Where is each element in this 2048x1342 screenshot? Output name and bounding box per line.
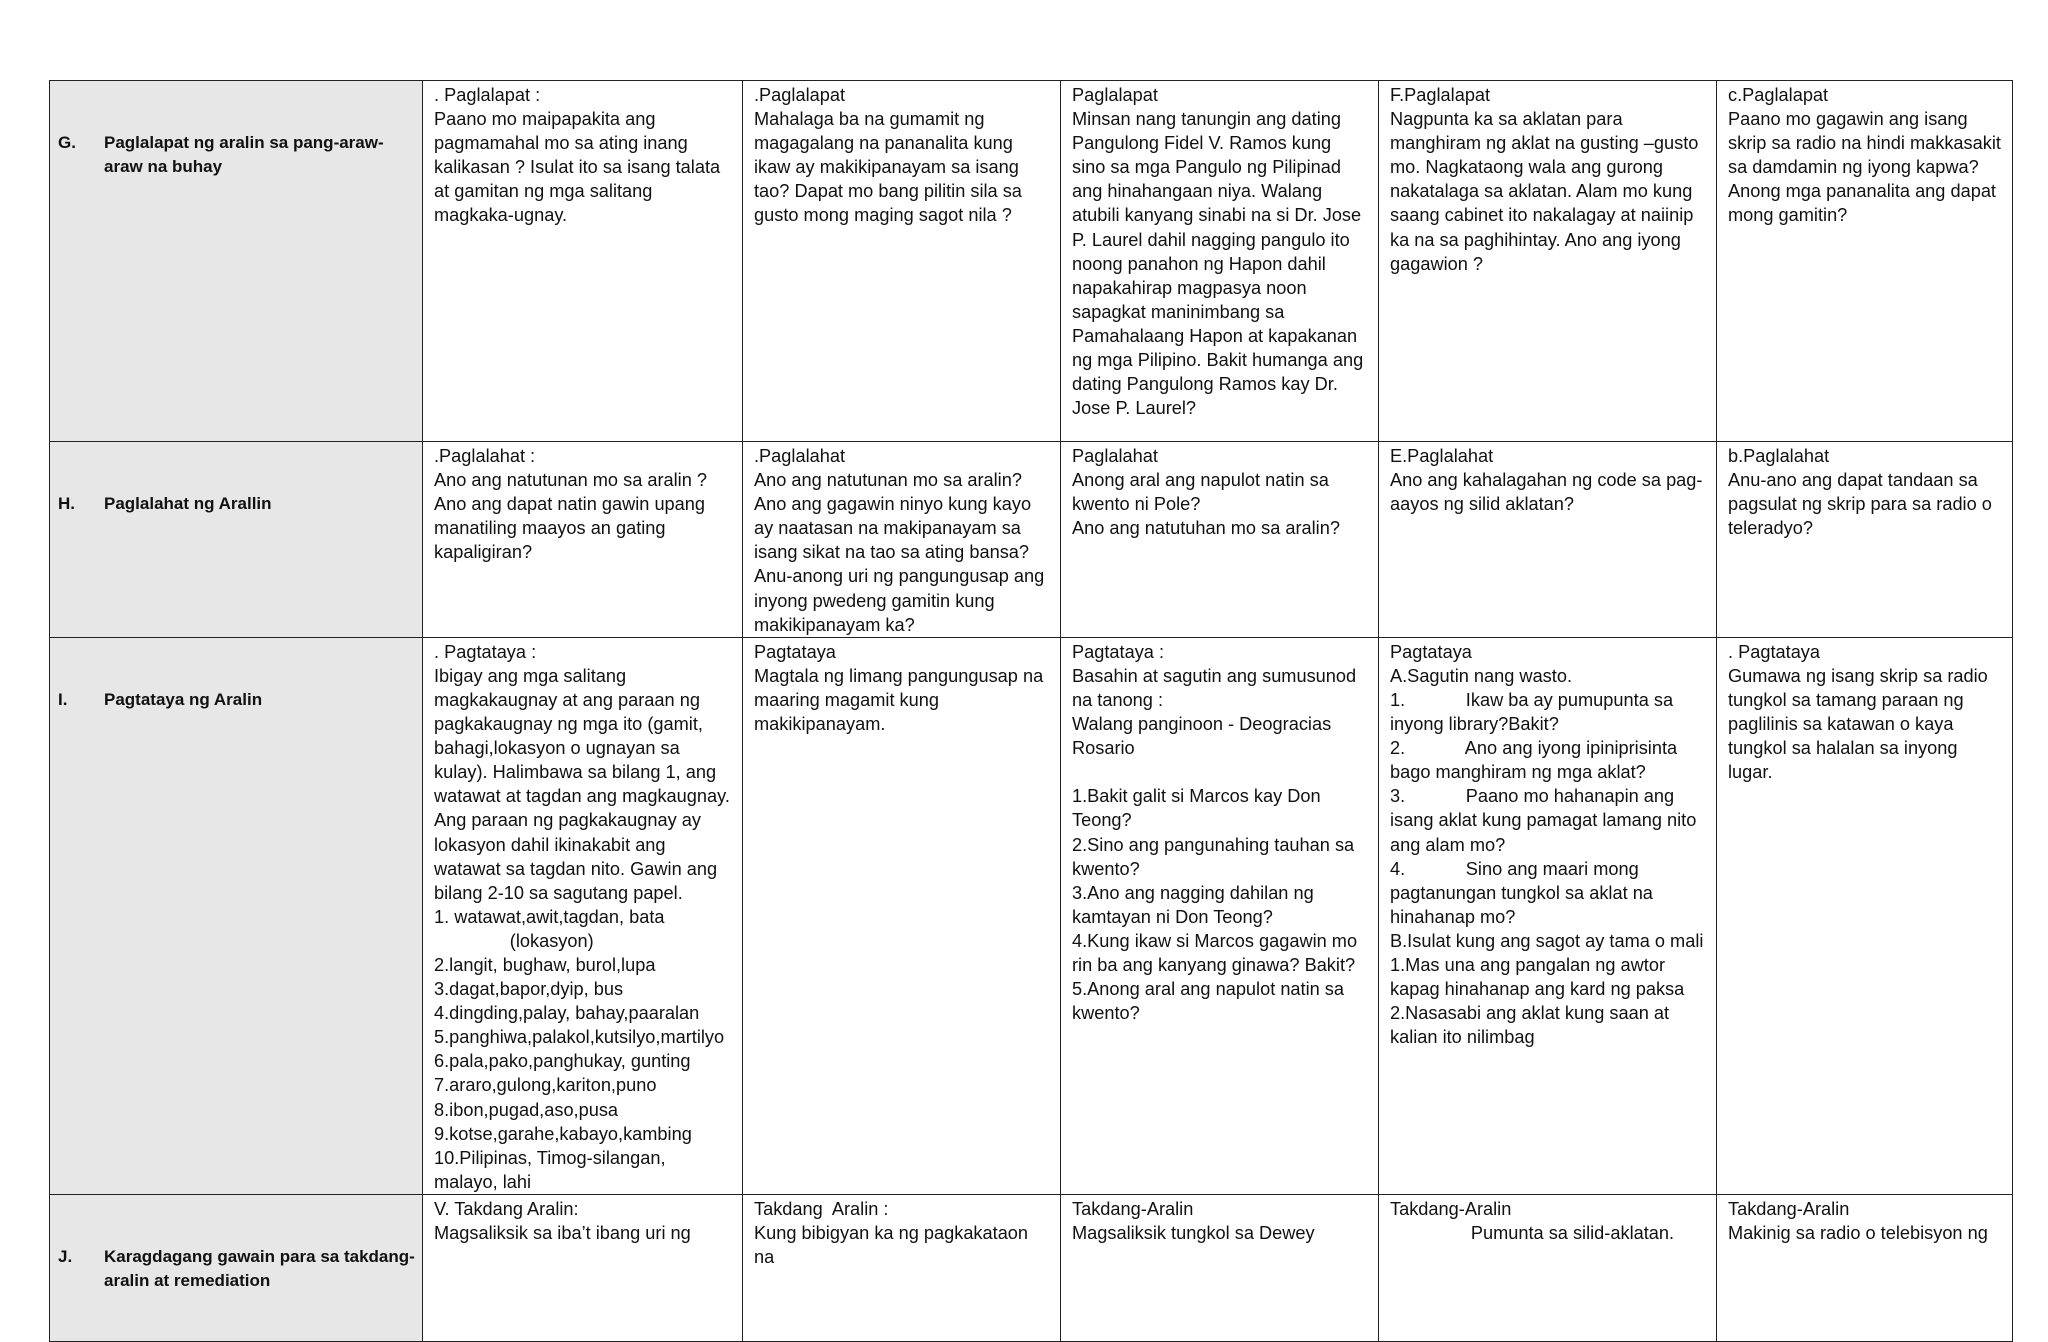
table-cell: . Pagtataya Gumawa ng isang skrip sa radio tungkol sa tamang paraan ng paglilinis sa katawan o kaya tungkol sa halalan sa inyong lugar. xyxy=(1717,637,2013,1194)
table-cell: F.Paglalapat Nagpunta ka sa aklatan para manghiram ng aklat na gusting –gusto mo. Nagkataong wala ang gurong nakatalaga sa aklatan. Alam mo kung saang cabinet ito nakalagay at naiinip ka na sa paghihintay. Ano ang iyong gagawion ? xyxy=(1379,81,1717,442)
table-cell: . Pagtataya : Ibigay ang mga salitang magkakaugnay at ang paraan ng pagkakaugnay ng mga ito (gamit, bahagi,lokasyon o ugnayan sa kulay). Halimbawa sa bilang 1, ang watawat at tagdan ang magkaugnay. Ang paraan ng pagkakaugnay ay lokasyon dahil ikinakabit ang watawat sa tagdan nito. Gawin ang bilang 2-10 sa sagutang papel. 1. watawat,awit,tagdan, bata (lokasyon) 2.langit, bughaw, burol,lupa 3.dagat,bapor,dyip, bus 4.dingding,palay, bahay,paaralan 5.panghiwa,palakol,kutsilyo,martilyo 6.pala,pako,panghukay, gunting 7.araro,gulong,kariton,puno 8.ibon,pugad,aso,pusa 9.kotse,garahe,kabayo,kambing 10.Pilipinas, Timog-silangan, malayo, lahi xyxy=(423,637,743,1194)
table-row xyxy=(50,442,2013,638)
table-row xyxy=(50,81,2013,442)
table-cell: .Paglalahat : Ano ang natutunan mo sa aralin ? Ano ang dapat natin gawin upang manatiling maayos an gating kapaligiran? xyxy=(423,442,743,638)
row-label-cell xyxy=(50,442,423,638)
row-letter: I. xyxy=(58,689,68,709)
table-cell: E.Paglalahat Ano ang kahalagahan ng code sa pag-aayos ng silid aklatan? xyxy=(1379,442,1717,638)
table-cell: . Paglalapat : Paano mo maipapakita ang pagmamahal mo sa ating inang kalikasan ? Isulat ito sa isang talata at gamitan ng mga salitang magkaka-ugnay. xyxy=(423,81,743,442)
table-cell: Takdang Aralin : Kung bibigyan ka ng pagkakataon na xyxy=(743,1194,1061,1342)
table-cell: Paglalapat Minsan nang tanungin ang dating Pangulong Fidel V. Ramos kung sino sa mga Pangulo ng Pilipinad ang hinahangaan niya. Walang atubili kanyang sinabi na si Dr. Jose P. Laurel dahil nagging pangulo ito noong panahon ng Hapon dahil napakahirap magpasya noon sapagkat maninimbang sa Pamahalaang Hapon at kapakanan ng mga Pilipino. Bakit humanga ang dating Pangulong Ramos kay Dr. Jose P. Laurel? xyxy=(1061,81,1379,442)
row-label-cell xyxy=(50,1194,423,1342)
table-cell: Pagtataya Magtala ng limang pangungusap na maaring magamit kung makikipanayam. xyxy=(743,637,1061,1194)
row-label: Karagdagang gawain para sa takdang- aralin at remediation xyxy=(104,1247,415,1291)
row-label: Pagtataya ng Aralin xyxy=(104,689,263,709)
table-cell: Takdang-Aralin Makinig sa radio o telebisyon ng xyxy=(1717,1194,2013,1342)
table-row xyxy=(50,637,2013,1194)
table-cell: .Paglalapat Mahalaga ba na gumamit ng magagalang na pananalita kung ikaw ay makikipanayam sa isang tao? Dapat mo bang pilitin sila sa gusto mong maging sagot nila ? xyxy=(743,81,1061,442)
row-label: Paglalapat ng aralin sa pang-araw- araw na buhay xyxy=(104,133,384,177)
table-cell: b.Paglalahat Anu-ano ang dapat tandaan sa pagsulat ng skrip para sa radio o teleradyo? xyxy=(1717,442,2013,638)
table-cell: Pagtataya A.Sagutin nang wasto. 1. Ikaw ba ay pumupunta sa inyong library?Bakit? 2. Ano ang iyong ipiniprisinta bago manghiram ng mga aklat? 3. Paano mo hahanapin ang isang aklat kung pamagat lamang nito ang alam mo? 4. Sino ang maari mong pagtanungan tungkol sa aklat na hinahanap mo? B.Isulat kung ang sagot ay tama o mali 1.Mas una ang pangalan ng awtor kapag hinahanap ang kard ng paksa 2.Nasasabi ang aklat kung saan at kalian ito nilimbag xyxy=(1379,637,1717,1194)
row-label-cell xyxy=(50,637,423,1194)
table-cell: Pagtataya : Basahin at sagutin ang sumusunod na tanong : Walang panginoon - Deogracias Rosario 1.Bakit galit si Marcos kay Don Teong? 2.Sino ang pangunahing tauhan sa kwento? 3.Ano ang nagging dahilan ng kamtayan ni Don Teong? 4.Kung ikaw si Marcos gagawin mo rin ba ang kanyang ginawa? Bakit? 5.Anong aral ang napulot natin sa kwento? xyxy=(1061,637,1379,1194)
row-letter: H. xyxy=(58,494,75,514)
table-cell: c.Paglalapat Paano mo gagawin ang isang skrip sa radio na hindi makkasakit sa damdamin ng iyong kapwa? Anong mga pananalita ang dapat mong gamitin? xyxy=(1717,81,2013,442)
table-cell: .Paglalahat Ano ang natutunan mo sa aralin? Ano ang gagawin ninyo kung kayo ay naatasan na makipanayam sa isang sikat na tao sa ating bansa? Anu-anong uri ng pangungusap ang inyong pwedeng gamitin kung makikipanayam ka? xyxy=(743,442,1061,638)
table-cell: V. Takdang Aralin: Magsaliksik sa iba’t ibang uri ng xyxy=(423,1194,743,1342)
row-letter: J. xyxy=(58,1247,73,1267)
row-letter: G. xyxy=(58,133,76,153)
table-cell: Paglalahat Anong aral ang napulot natin sa kwento ni Pole? Ano ang natutuhan mo sa aralin? xyxy=(1061,442,1379,638)
lesson-plan-table xyxy=(49,80,2013,1342)
table-cell: Takdang-Aralin Pumunta sa silid-aklatan. xyxy=(1379,1194,1717,1342)
row-label: Paglalahat ng Arallin xyxy=(104,494,272,514)
table-row xyxy=(50,1194,2013,1342)
row-label-cell xyxy=(50,81,423,442)
table-cell: Takdang-Aralin Magsaliksik tungkol sa Dewey xyxy=(1061,1194,1379,1342)
